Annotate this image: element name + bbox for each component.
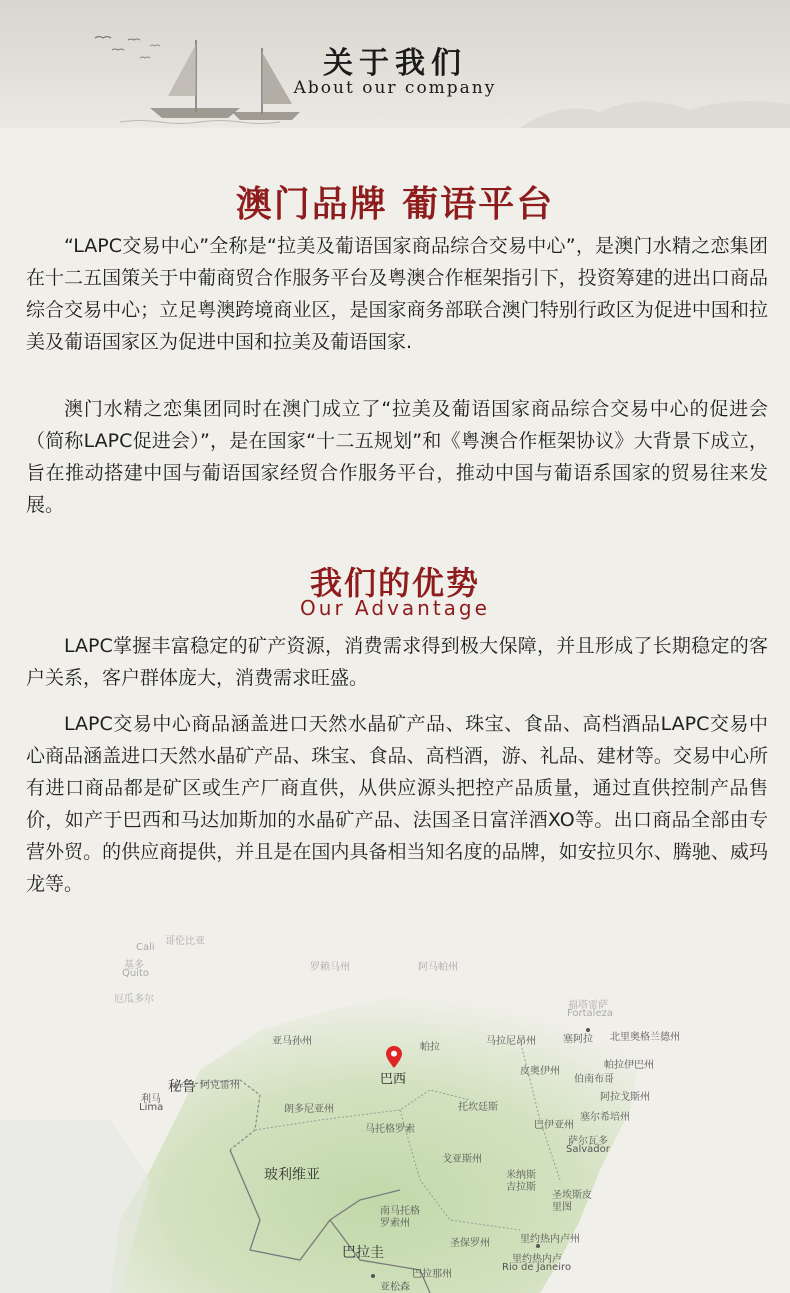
map-label-saopaulo: 圣保罗州 <box>450 1238 490 1249</box>
map-label-ms: 南马托格罗索州 <box>380 1206 420 1229</box>
map-label-paraiba: 帕拉伊巴州 <box>604 1060 654 1071</box>
map-label-piaui: 皮奥伊州 <box>520 1066 560 1077</box>
map-label-sergipe: 塞尔希培州 <box>580 1112 630 1123</box>
section-heading-advantage: 我们的优势 <box>309 564 480 602</box>
advantage-paragraph-products: LAPC交易中心商品涵盖进口天然水晶矿产品、珠宝、食品、高档酒品LAPC交易中心商品涵盖进口天然水晶矿产品、珠宝、食品、高档酒，游、礼品、建材等。交易中心所有进口商品都是矿区或生产厂商直供，从供应源头把控产品质量，通过直供控制产品售价，如产于巴西和马达加斯加的水晶矿产品、法国圣日富洋酒XO等。出口商品全部由专营外贸。的供应商提供，并且是在国内具备相当知名度的品牌，如安拉贝尔、腾驰、威玛龙等。 <box>26 713 768 895</box>
map-label-lima: Lima <box>139 1102 164 1113</box>
map-label-ceara: 塞阿拉 <box>563 1034 593 1045</box>
map-label-quito: Quito <box>122 968 150 979</box>
map-label-para: 帕拉 <box>420 1042 440 1053</box>
map-label-rj-state: 里约热内卢州 <box>520 1234 580 1245</box>
map-label-es: 圣埃斯皮里图 <box>552 1190 592 1213</box>
map-label-rio: Rio de Janeiro <box>502 1262 572 1273</box>
map-label-pernambuco: 伯南布哥 <box>574 1074 614 1085</box>
map-label-maranhao: 马拉尼昂州 <box>486 1036 536 1047</box>
map-label-parana: 巴拉那州 <box>412 1269 452 1280</box>
banner-title: 关于我们 <box>323 46 467 81</box>
advantage-paragraph-resources: LAPC掌握丰富稳定的矿产资源，消费需求得到极大保障，并且形成了长期稳定的客户关系，客户群体庞大，消费需求旺盛。 <box>26 635 768 689</box>
map-label-bahia: 巴伊亚州 <box>534 1120 574 1131</box>
map-label-brazil: 巴西 <box>380 1072 407 1087</box>
section-heading-brand: 澳门品牌 葡语平台 <box>235 184 555 225</box>
banner-subtitle: About our company <box>293 78 497 98</box>
map-label-asuncion: 亚松森 <box>380 1282 410 1293</box>
header-banner <box>0 0 790 128</box>
association-paragraph: 澳门水精之恋集团同时在澳门成立了“拉美及葡语国家商品综合交易中心的促进会（简称LAPC促进会）”，是在国家“十二五规划”和《粤澳合作框架协议》大背景下成立，旨在推动搭建中国与葡语国家经贸合作服务平台，推动中国与葡语系国家的贸易往来发展。 <box>26 398 768 516</box>
map-label-alagoas: 阿拉戈斯州 <box>600 1092 650 1103</box>
map-label-peru: 秘鲁 <box>168 1079 196 1095</box>
intro-paragraph: “LAPC交易中心”全称是“拉美及葡语国家商品综合交易中心”，是澳门水精之恋集团在十二五国策关于中葡商贸合作服务平台及粤澳合作框架指引下，投资筹建的进出口商品综合交易中心；立足粤澳跨境商业区，是国家商务部联合澳门特别行政区为促进中国和拉美及葡语国家区为促进中国和拉美及葡语国家. <box>26 235 768 353</box>
map-label-amapa: 阿马帕州 <box>418 962 458 973</box>
map-label-bolivia: 玻利维亚 <box>264 1167 320 1183</box>
map-label-roraima: 罗赖马州 <box>310 962 350 973</box>
map-label-ecuador: 厄瓜多尔 <box>114 994 154 1005</box>
map-label-salvador: Salvador <box>566 1144 610 1155</box>
section-subheading-advantage: Our Advantage <box>300 596 490 620</box>
map-label-salvador-cn: 萨尔瓦多 <box>568 1136 608 1147</box>
map-label-fortaleza-cn: 福塔雷萨 <box>568 1000 608 1011</box>
map-label-colombia: 哥伦比亚 <box>165 936 205 947</box>
map-label-lima-cn: 利马 <box>141 1094 161 1105</box>
map-label-goias: 戈亚斯州 <box>442 1154 482 1165</box>
map-label-rio-cn: 里约热内卢 <box>512 1254 562 1265</box>
map-label-acre: 阿克雷州 <box>200 1080 240 1091</box>
map-label-matogrosso: 马托格罗索 <box>365 1124 415 1135</box>
map-label-rondonia: 朗多尼亚州 <box>284 1104 334 1115</box>
map-label-minas: 米纳斯吉拉斯 <box>506 1170 536 1193</box>
map-label-fortaleza: Fortaleza <box>567 1008 613 1019</box>
map-label-cali: Cali <box>136 942 155 953</box>
map-label-paraguay: 巴拉圭 <box>342 1245 384 1261</box>
map-label-quito-cn: 基多 <box>124 960 144 971</box>
map-graphic <box>0 920 790 1293</box>
south-america-map[interactable] <box>0 920 790 1293</box>
location-pin-icon[interactable] <box>386 1046 402 1068</box>
map-label-tocantins: 托坎廷斯 <box>458 1102 498 1113</box>
map-label-amazonas: 亚马孙州 <box>272 1036 312 1047</box>
map-label-rn: 北里奥格兰德州 <box>610 1032 680 1043</box>
